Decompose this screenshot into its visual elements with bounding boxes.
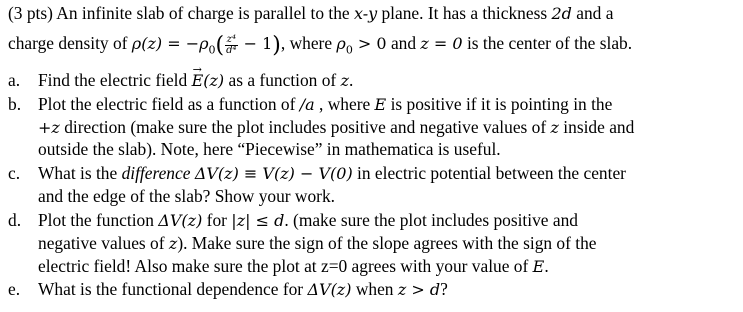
item-text: What is the xyxy=(38,163,122,183)
math-z-eq-0: z = 0 xyxy=(420,34,463,53)
math-vector-E: → E xyxy=(192,70,204,92)
item-d-line-3 xyxy=(38,255,549,277)
math-over-a: /a xyxy=(299,95,315,114)
item-text: ). Make sure the sign of the slope agrees with the sign of the xyxy=(177,233,597,253)
math-gt0: > 0 xyxy=(352,34,387,53)
math-of-z: (z) xyxy=(203,71,225,90)
item-emphasis: difference xyxy=(121,163,191,183)
item-text: for xyxy=(202,210,232,230)
math-rho-z: ρ(z) = −ρ xyxy=(131,34,209,53)
math-z: z xyxy=(168,234,178,253)
intro-text: (3 pts) An infinite slab of charge is parallel to the xyxy=(8,3,354,23)
item-label: e. xyxy=(8,279,21,299)
intro-text: and xyxy=(386,33,421,53)
math-sub: 0 xyxy=(345,43,353,57)
item-text: electric field! Also make sure the plot at z=0 agrees with your value of xyxy=(38,256,533,276)
item-text: Find the electric field xyxy=(38,70,192,90)
math-rho0: ρ xyxy=(336,34,346,53)
math-delta-v: ΔV(z) xyxy=(158,211,203,230)
item-text: is positive if it is pointing in the xyxy=(386,94,613,114)
math-delta-v: ΔV(z) xyxy=(307,280,352,299)
item-label: a. xyxy=(8,70,21,90)
math-condition: z > d xyxy=(397,280,441,299)
item-b-line-3 xyxy=(38,138,501,160)
item-text: Plot the electric field as a function of xyxy=(38,94,300,114)
item-text: . (make sure the plot includes positive and xyxy=(284,210,578,230)
item-text: . xyxy=(544,256,549,276)
math-xy: x-y xyxy=(353,4,378,23)
item-label: d. xyxy=(8,210,22,230)
math-z: z xyxy=(550,118,559,137)
fraction-denominator: d⁴ xyxy=(226,44,237,56)
item-text: negative values of xyxy=(38,233,169,253)
item-c-line-2 xyxy=(38,185,335,207)
intro-text: charge density of xyxy=(8,33,132,53)
item-text: in electric potential between the center xyxy=(352,163,626,183)
item-text: Plot the function xyxy=(38,210,159,230)
math-z: z xyxy=(51,118,60,137)
item-e xyxy=(8,278,448,300)
item-label: c. xyxy=(8,163,21,183)
intro-text: and a xyxy=(571,3,614,23)
math-paren-open: ( xyxy=(215,33,225,58)
math-minus-one: − 1 xyxy=(238,34,273,53)
item-b-line-2 xyxy=(38,116,634,138)
math-condition: |z| ≤ d xyxy=(231,211,285,230)
item-text: outside the slab). Note, here “Piecewise” in mathematica is useful. xyxy=(38,139,501,159)
math-sub: 0 xyxy=(208,43,216,57)
math-fraction xyxy=(225,35,237,56)
math-paren-close: ) xyxy=(272,33,281,58)
intro-text: , where xyxy=(280,33,337,53)
intro-text: is the center of the slab. xyxy=(462,33,633,53)
item-text: . xyxy=(349,70,354,90)
item-c-line-1 xyxy=(8,162,626,184)
item-b-line-1 xyxy=(8,93,612,115)
intro-line-2 xyxy=(8,32,633,58)
math-plus: + xyxy=(38,118,52,137)
item-d-line-2 xyxy=(38,232,597,254)
item-d-line-1 xyxy=(8,209,578,231)
item-text: when xyxy=(351,279,398,299)
item-text: and the edge of the slab? Show your work. xyxy=(38,186,336,206)
math-delta-v: ΔV(z) ≡ V(z) − V(0) xyxy=(194,164,353,183)
math-z: z xyxy=(340,71,349,90)
item-text: , where xyxy=(314,94,375,114)
math-E: E xyxy=(532,257,545,276)
item-text: inside and xyxy=(558,117,635,137)
intro-text: plane. It has a thickness xyxy=(377,3,552,23)
item-a xyxy=(8,69,353,91)
item-text: ? xyxy=(440,279,448,299)
math-2d: 2d xyxy=(551,4,572,23)
item-label: b. xyxy=(8,94,22,114)
item-text: as a function of xyxy=(224,70,341,90)
math-E: E xyxy=(374,95,387,114)
fraction-numerator: z⁴ xyxy=(226,33,236,45)
item-text: What is the functional dependence for xyxy=(38,279,308,299)
intro-line-1 xyxy=(8,2,613,24)
item-text: direction (make sure the plot includes positive and negative values of xyxy=(59,117,551,137)
